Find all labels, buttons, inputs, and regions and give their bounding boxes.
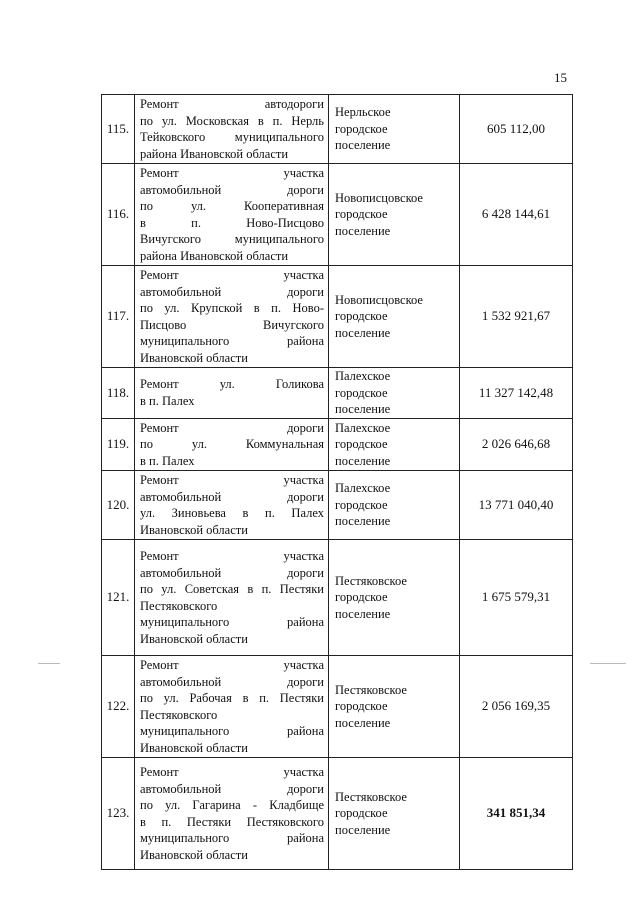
settlement-line: Палехское bbox=[335, 481, 391, 496]
description-line: Ремонт участка bbox=[140, 268, 324, 282]
settlement-line: Пестяковское bbox=[335, 682, 407, 697]
settlement-line: Пестяковское bbox=[335, 573, 407, 588]
settlement-line: городское bbox=[335, 121, 388, 136]
description-line: по ул. Кооперативная bbox=[140, 199, 324, 213]
description-line: по ул. Рабочая в п. Пестяки bbox=[140, 691, 324, 705]
description-line: Ремонт ул. Голикова bbox=[140, 377, 324, 392]
description-line: в п. Палех bbox=[140, 453, 195, 468]
amount-value: 1 675 579,31 bbox=[460, 540, 573, 656]
description-line: в п. Палех bbox=[140, 393, 195, 408]
fold-mark-left bbox=[38, 663, 60, 664]
table-row bbox=[102, 418, 573, 471]
amount-value: 605 112,00 bbox=[460, 95, 573, 164]
settlement-name bbox=[329, 266, 460, 368]
fold-mark-right bbox=[590, 663, 626, 664]
table-row bbox=[102, 758, 573, 870]
description-line: по ул. Крупской в п. Ново- bbox=[140, 301, 324, 315]
settlement-line: поселение bbox=[335, 453, 391, 468]
settlement-name bbox=[329, 540, 460, 656]
description-line: Ремонт участка bbox=[140, 765, 324, 779]
table-row bbox=[102, 368, 573, 419]
description-line: автомобильной дороги bbox=[140, 565, 324, 580]
settlement-line: поселение bbox=[335, 138, 391, 153]
amount-value: 11 327 142,48 bbox=[460, 368, 573, 419]
settlement-line: поселение bbox=[335, 325, 391, 340]
amount-value: 341 851,34 bbox=[460, 758, 573, 870]
settlement-line: поселение bbox=[335, 606, 391, 621]
work-description bbox=[135, 471, 329, 540]
work-description bbox=[135, 418, 329, 471]
settlement-line: городское bbox=[335, 699, 388, 714]
settlement-line: городское bbox=[335, 437, 388, 451]
description-line: Тейковского муниципального bbox=[140, 130, 324, 144]
settlement-line: поселение bbox=[335, 822, 391, 837]
description-line: Вичугского муниципального bbox=[140, 232, 324, 246]
settlement-line: городское bbox=[335, 385, 388, 400]
description-line: Ремонт участка bbox=[140, 166, 324, 180]
amount-value: 2 026 646,68 bbox=[460, 418, 573, 471]
description-line: по ул. Коммунальная bbox=[140, 437, 324, 451]
description-line: района Ивановской области bbox=[140, 146, 289, 161]
settlement-line: поселение bbox=[335, 715, 391, 730]
table-row bbox=[102, 95, 573, 164]
description-line: автомобильной дороги bbox=[140, 284, 324, 299]
table-row bbox=[102, 164, 573, 266]
work-description bbox=[135, 656, 329, 758]
row-number: 121. bbox=[102, 540, 135, 656]
description-line: Ремонт автодороги bbox=[140, 97, 324, 111]
description-line: Пестяковского bbox=[140, 598, 218, 613]
description-line: Писцово Вичугского bbox=[140, 317, 324, 332]
description-line: Ремонт дороги bbox=[140, 420, 324, 435]
settlement-name bbox=[329, 758, 460, 870]
description-line: муниципального района bbox=[140, 831, 324, 845]
settlement-line: городское bbox=[335, 590, 388, 605]
work-description bbox=[135, 266, 329, 368]
description-line: по ул. Гагарина - Кладбище bbox=[140, 798, 324, 812]
description-line: Ивановской области bbox=[140, 522, 248, 537]
page-number: 15 bbox=[554, 70, 567, 85]
description-line: автомобильной дороги bbox=[140, 489, 324, 504]
settlement-line: Палехское bbox=[335, 369, 391, 383]
settlement-name bbox=[329, 471, 460, 540]
description-line: автомобильной дороги bbox=[140, 182, 324, 197]
work-description bbox=[135, 95, 329, 164]
road-repair-table bbox=[101, 94, 573, 870]
description-line: района Ивановской области bbox=[140, 248, 289, 263]
settlement-line: городское bbox=[335, 309, 388, 324]
description-line: в п. Пестяки Пестяковского bbox=[140, 814, 324, 829]
row-number: 120. bbox=[102, 471, 135, 540]
description-line: Ремонт участка bbox=[140, 473, 324, 487]
settlement-line: поселение bbox=[335, 223, 391, 238]
settlement-name bbox=[329, 418, 460, 471]
description-line: ул. Зиновьева в п. Палех bbox=[140, 506, 324, 520]
description-line: автомобильной дороги bbox=[140, 781, 324, 796]
table-row bbox=[102, 540, 573, 656]
settlement-name bbox=[329, 656, 460, 758]
work-description bbox=[135, 368, 329, 419]
description-line: в п. Ново-Писцово bbox=[140, 215, 324, 230]
description-line: Ремонт участка bbox=[140, 549, 324, 563]
settlement-line: городское bbox=[335, 207, 388, 222]
row-number: 119. bbox=[102, 418, 135, 471]
settlement-line: Новописцовское bbox=[335, 190, 423, 205]
settlement-line: Новописцовское bbox=[335, 292, 423, 307]
settlement-line: Пестяковское bbox=[335, 789, 407, 804]
description-line: автомобильной дороги bbox=[140, 674, 324, 689]
settlement-line: поселение bbox=[335, 514, 391, 529]
description-line: Ремонт участка bbox=[140, 658, 324, 672]
settlement-name bbox=[329, 368, 460, 419]
work-description bbox=[135, 164, 329, 266]
amount-value: 1 532 921,67 bbox=[460, 266, 573, 368]
work-description bbox=[135, 540, 329, 656]
description-line: Пестяковского bbox=[140, 707, 218, 722]
description-line: Ивановской области bbox=[140, 740, 248, 755]
settlement-name bbox=[329, 95, 460, 164]
settlement-line: Палехское bbox=[335, 420, 391, 435]
row-number: 123. bbox=[102, 758, 135, 870]
settlement-line: городское bbox=[335, 806, 388, 821]
description-line: Ивановской области bbox=[140, 631, 248, 646]
settlement-line: городское bbox=[335, 497, 388, 512]
description-line: по ул. Советская в п. Пестяки bbox=[140, 582, 324, 596]
description-line: муниципального района bbox=[140, 334, 324, 348]
settlement-line: поселение bbox=[335, 402, 391, 416]
table-row bbox=[102, 656, 573, 758]
table-row bbox=[102, 266, 573, 368]
row-number: 118. bbox=[102, 368, 135, 419]
description-line: муниципального района bbox=[140, 724, 324, 738]
description-line: Ивановской области bbox=[140, 350, 248, 365]
description-line: по ул. Московская в п. Нерль bbox=[140, 113, 324, 128]
work-description bbox=[135, 758, 329, 870]
settlement-name bbox=[329, 164, 460, 266]
amount-value: 6 428 144,61 bbox=[460, 164, 573, 266]
settlement-line: Нерльское bbox=[335, 105, 391, 120]
description-line: Ивановской области bbox=[140, 847, 248, 862]
table-row bbox=[102, 471, 573, 540]
description-line: муниципального района bbox=[140, 615, 324, 629]
amount-value: 13 771 040,40 bbox=[460, 471, 573, 540]
row-number: 115. bbox=[102, 95, 135, 164]
row-number: 116. bbox=[102, 164, 135, 266]
amount-value: 2 056 169,35 bbox=[460, 656, 573, 758]
row-number: 117. bbox=[102, 266, 135, 368]
row-number: 122. bbox=[102, 656, 135, 758]
